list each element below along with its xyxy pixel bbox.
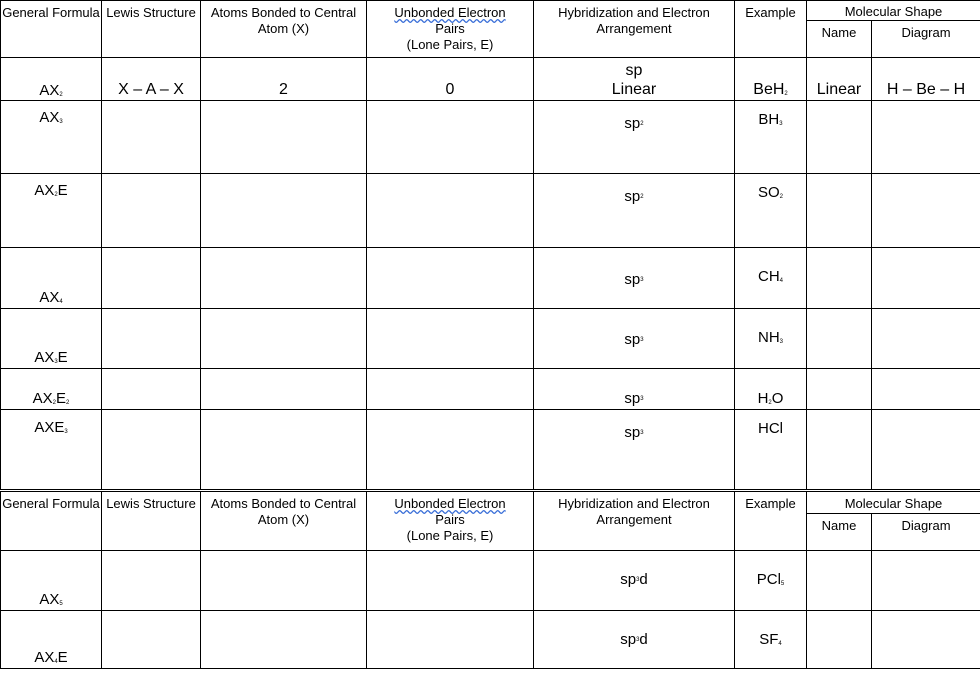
example-cell: $SO_2$ bbox=[735, 174, 807, 248]
header-atoms-bonded: Atoms Bonded to Central Atom (X) bbox=[201, 492, 367, 551]
atoms-bonded-cell[interactable] bbox=[201, 611, 367, 669]
shape-name-cell[interactable] bbox=[807, 410, 872, 490]
header-molecular-shape: Molecular Shape bbox=[807, 1, 980, 21]
header-general-formula: General Formula bbox=[1, 492, 102, 551]
table-row bbox=[1, 551, 980, 611]
atoms-bonded-cell[interactable]: 2 bbox=[201, 58, 367, 101]
table-row bbox=[1, 410, 980, 490]
example-cell: $H_2O$ bbox=[735, 369, 807, 410]
header-shape-diagram: Diagram bbox=[872, 21, 980, 58]
general-formula-cell: $AX_3E$ bbox=[1, 309, 102, 369]
general-formula-cell: $AX_4E$ bbox=[1, 611, 102, 669]
shape-name-cell[interactable] bbox=[807, 309, 872, 369]
example-cell: $BH_3$ bbox=[735, 101, 807, 174]
shape-diagram-cell[interactable] bbox=[872, 101, 980, 174]
spellcheck-underline: Unbonded Electron bbox=[394, 496, 506, 511]
example-cell: PCl$_5$ bbox=[735, 551, 807, 611]
header-lewis-structure: Lewis Structure bbox=[102, 1, 201, 58]
general-formula-cell: $AX_2$ bbox=[1, 58, 102, 101]
header-hybridization: Hybridization and Electron Arrangement bbox=[534, 1, 735, 58]
shape-diagram-cell[interactable]: H – Be – H bbox=[872, 58, 980, 101]
header-unbonded-pairs: Unbonded Electron Pairs (Lone Pairs, E) bbox=[367, 1, 534, 58]
shape-diagram-cell[interactable] bbox=[872, 551, 980, 611]
example-cell: $NH_3$ bbox=[735, 309, 807, 369]
shape-name-cell[interactable] bbox=[807, 101, 872, 174]
shape-name-cell[interactable] bbox=[807, 248, 872, 309]
table-row bbox=[1, 174, 980, 248]
header-lewis-structure: Lewis Structure bbox=[102, 492, 201, 551]
table-row bbox=[1, 309, 980, 369]
table-row bbox=[1, 611, 980, 669]
example-cell: BeH$_2$ bbox=[735, 58, 807, 101]
shape-diagram-cell[interactable] bbox=[872, 248, 980, 309]
hybridization-cell: $sp^3$ bbox=[534, 309, 735, 369]
table-row bbox=[1, 369, 980, 410]
atoms-bonded-cell[interactable] bbox=[201, 248, 367, 309]
vsepr-table-bottom bbox=[0, 491, 980, 669]
table-row bbox=[1, 58, 980, 101]
lone-pairs-cell[interactable] bbox=[367, 101, 534, 174]
atoms-bonded-cell[interactable] bbox=[201, 101, 367, 174]
shape-diagram-cell[interactable] bbox=[872, 410, 980, 490]
lone-pairs-cell[interactable] bbox=[367, 174, 534, 248]
lewis-structure-cell[interactable] bbox=[102, 101, 201, 174]
atoms-bonded-cell[interactable] bbox=[201, 174, 367, 248]
header-example: Example bbox=[735, 492, 807, 551]
lone-pairs-cell[interactable] bbox=[367, 248, 534, 309]
lewis-structure-cell[interactable] bbox=[102, 369, 201, 410]
shape-name-cell[interactable] bbox=[807, 369, 872, 410]
hybridization-cell: $sp^3$ bbox=[534, 369, 735, 410]
table-row bbox=[1, 101, 980, 174]
lewis-structure-cell[interactable] bbox=[102, 611, 201, 669]
lewis-structure-cell[interactable] bbox=[102, 551, 201, 611]
shape-diagram-cell[interactable] bbox=[872, 174, 980, 248]
hybridization-cell: $sp^2$ bbox=[534, 101, 735, 174]
atoms-bonded-cell[interactable] bbox=[201, 369, 367, 410]
lone-pairs-cell[interactable] bbox=[367, 369, 534, 410]
lewis-structure-cell[interactable] bbox=[102, 410, 201, 490]
example-cell: $CH_4$ bbox=[735, 248, 807, 309]
shape-name-cell[interactable] bbox=[807, 611, 872, 669]
lewis-structure-cell[interactable] bbox=[102, 248, 201, 309]
shape-name-cell[interactable]: Linear bbox=[807, 58, 872, 101]
header-atoms-bonded: Atoms Bonded to Central Atom (X) bbox=[201, 1, 367, 58]
shape-name-cell[interactable] bbox=[807, 551, 872, 611]
hybridization-cell: $sp^3$ bbox=[534, 248, 735, 309]
hybridization-cell: $sp^3$ bbox=[534, 410, 735, 490]
spellcheck-underline: Unbonded Electron bbox=[394, 5, 506, 20]
general-formula-cell: $AXE_3$ bbox=[1, 410, 102, 490]
lone-pairs-cell[interactable] bbox=[367, 611, 534, 669]
hybridization-cell: $sp^2$ bbox=[534, 174, 735, 248]
general-formula-cell: $AX_4$ bbox=[1, 248, 102, 309]
header-unbonded-pairs: Unbonded Electron Pairs (Lone Pairs, E) bbox=[367, 492, 534, 551]
lone-pairs-cell[interactable] bbox=[367, 410, 534, 490]
header-molecular-shape: Molecular Shape bbox=[807, 492, 980, 514]
lone-pairs-cell[interactable] bbox=[367, 309, 534, 369]
shape-diagram-cell[interactable] bbox=[872, 611, 980, 669]
header-shape-name: Name bbox=[807, 514, 872, 551]
general-formula-cell: $AX_2E$ bbox=[1, 174, 102, 248]
lone-pairs-cell[interactable]: 0 bbox=[367, 58, 534, 101]
hybridization-cell: $sp^3d$ bbox=[534, 611, 735, 669]
atoms-bonded-cell[interactable] bbox=[201, 410, 367, 490]
shape-diagram-cell[interactable] bbox=[872, 309, 980, 369]
hybridization-cell: sp Linear bbox=[534, 58, 735, 101]
header-general-formula: General Formula bbox=[1, 1, 102, 58]
header-example: Example bbox=[735, 1, 807, 58]
header-shape-name: Name bbox=[807, 21, 872, 58]
hybridization-cell: $sp^3d$ bbox=[534, 551, 735, 611]
shape-diagram-cell[interactable] bbox=[872, 369, 980, 410]
example-cell: $SF_4$ bbox=[735, 611, 807, 669]
atoms-bonded-cell[interactable] bbox=[201, 551, 367, 611]
atoms-bonded-cell[interactable] bbox=[201, 309, 367, 369]
lewis-structure-cell[interactable] bbox=[102, 309, 201, 369]
lone-pairs-cell[interactable] bbox=[367, 551, 534, 611]
general-formula-cell: $AX_3$ bbox=[1, 101, 102, 174]
shape-name-cell[interactable] bbox=[807, 174, 872, 248]
example-cell: HCl bbox=[735, 410, 807, 490]
header-hybridization: Hybridization and Electron Arrangement bbox=[534, 492, 735, 551]
general-formula-cell: $AX_2E_2$ bbox=[1, 369, 102, 410]
header-shape-diagram: Diagram bbox=[872, 514, 980, 551]
general-formula-cell: $AX_5$ bbox=[1, 551, 102, 611]
lewis-structure-cell[interactable]: X – A – X bbox=[102, 58, 201, 101]
table-row bbox=[1, 248, 980, 309]
lewis-structure-cell[interactable] bbox=[102, 174, 201, 248]
